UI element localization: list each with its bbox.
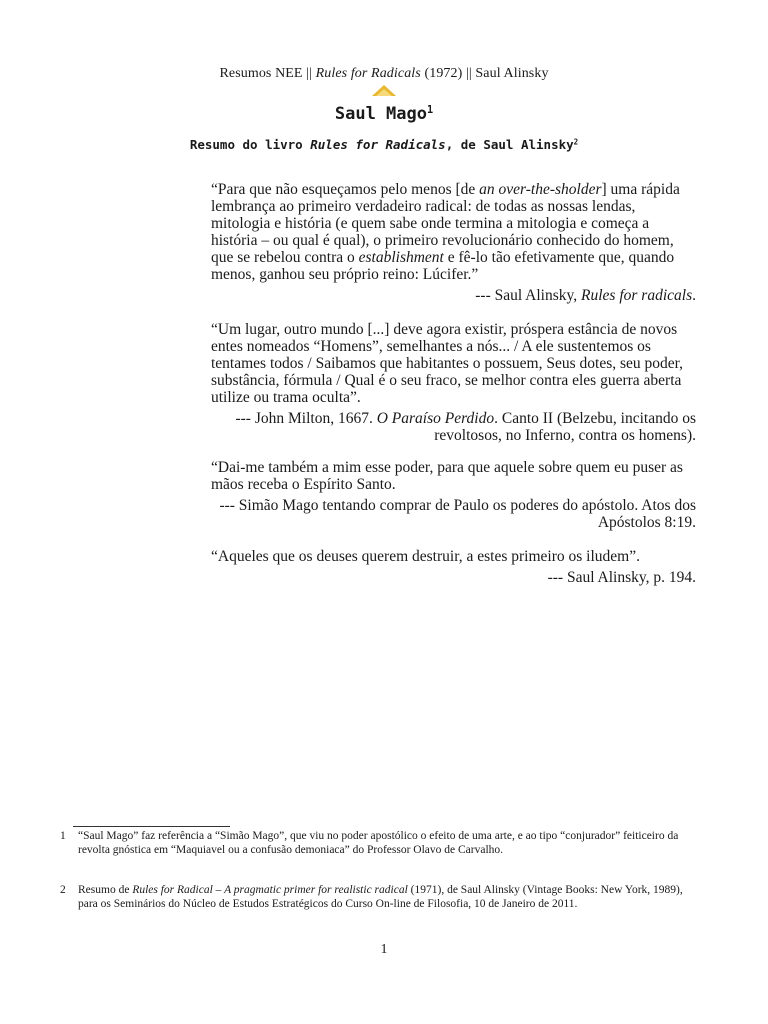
subtitle-footnote-ref[interactable]: 2 xyxy=(573,137,579,147)
epigraph-2 xyxy=(211,321,696,444)
attribution-work-title: O Paraíso Perdido xyxy=(376,410,495,427)
quote-text-part: e fê-lo tão efetivamente que, quando menos, ganhou seu próprio reino: Lúcifer.” xyxy=(211,249,675,283)
footnote-text xyxy=(78,884,700,911)
attribution-text: . Canto II (Belzebu, incitando os revoltosos, no Inferno, contra os homens). xyxy=(434,410,696,444)
footnote-separator xyxy=(73,826,230,827)
quote-text-part: ] uma rápida lembrança ao primeiro verdadeiro radical: de todas as nossas lendas, mitologia e história (e quem sabe onde termina a mitologia e começa a história – ou qual é qual), o primeiro revolucionário conhecido do homem, que se rebelou contra o xyxy=(211,181,680,266)
subtitle-book-title: Rules for Radicals xyxy=(310,137,446,152)
header-suffix: (1972) || Saul Alinsky xyxy=(420,66,549,81)
title-text: Saul Mago xyxy=(334,104,427,124)
epigraph-1 xyxy=(211,181,696,304)
header-prefix: Resumos NEE || xyxy=(219,66,316,81)
attribution-text: --- Saul Alinsky, xyxy=(475,287,582,304)
running-header xyxy=(0,66,768,82)
epigraph-attribution: --- Saul Alinsky, p. 194. xyxy=(547,569,696,586)
quote-italic-term: an over-the-sholder xyxy=(479,181,602,198)
attribution-work-title: Rules for radicals xyxy=(581,287,693,304)
attribution-text: --- John Milton, 1667. xyxy=(235,410,377,427)
epigraph-quote: “Um lugar, outro mundo [...] deve agora existir, próspera estância de novos entes nomeados “Homens”, semelhantes a nós... / A ele sustentemos os tentames todos / Saibamos que habitantes o possuem, Seus dotes, seu poder, substância, fórmula / Qual é o seu fraco, se melhor contra eles guerra aberta utilize ou trama oculta”. xyxy=(211,321,684,406)
quote-italic-term: establishment xyxy=(358,249,444,266)
page-title xyxy=(0,104,768,124)
epigraph-3 xyxy=(211,459,696,531)
epigraph-quote: “Dai-me também a mim esse poder, para que aquele sobre quem eu puser as mãos receba o Espírito Santo. xyxy=(211,459,683,493)
footnote-work-title: Rules for Radical – A pragmatic primer for realistic radical xyxy=(132,884,408,896)
footnote-1 xyxy=(60,830,700,857)
epigraph-quote xyxy=(211,181,696,283)
page-subtitle xyxy=(0,137,768,152)
footnote-number: 1 xyxy=(60,830,66,842)
footnote-text: “Saul Mago” faz referência a “Simão Mago”, que viu no poder apostólico o efeito de uma arte, e ao tipo “conjurador” feiticeiro da revolta gnóstica em “Maquiavel ou a confusão demoniaca” do Professor Olavo de Carvalho. xyxy=(78,830,679,856)
epigraph-attribution: --- Simão Mago tentando comprar de Paulo os poderes do apóstolo. Atos dos Apóstolos 8:19. xyxy=(219,497,696,531)
epigraph-attribution xyxy=(211,287,696,304)
subtitle-suffix: , de Saul Alinsky xyxy=(445,137,574,152)
subtitle-prefix: Resumo do livro xyxy=(189,137,311,152)
epigraph-quote: “Aqueles que os deuses querem destruir, a estes primeiro os iludem”. xyxy=(211,548,640,565)
quote-text-part: “Para que não esqueçamos pelo menos [de xyxy=(211,181,480,198)
footnote-text-part: (1971), de Saul Alinsky (Vintage Books: New York, 1989), para os Seminários do Núcleo de Estudos Estratégicos do Curso On-line de Filosofia, 10 de Janeiro de 2011. xyxy=(78,884,683,910)
header-book-title: Rules for Radicals xyxy=(315,66,421,81)
footnote-2 xyxy=(60,884,700,911)
epigraph-attribution xyxy=(211,410,696,444)
epigraph-4 xyxy=(211,548,696,586)
footnote-text-part: Resumo de xyxy=(78,884,133,896)
attribution-text: . xyxy=(692,287,696,304)
page-number: 1 xyxy=(380,942,388,957)
footnote-number: 2 xyxy=(60,884,66,896)
title-footnote-ref[interactable]: 1 xyxy=(426,104,434,116)
ornament-icon xyxy=(372,84,396,96)
